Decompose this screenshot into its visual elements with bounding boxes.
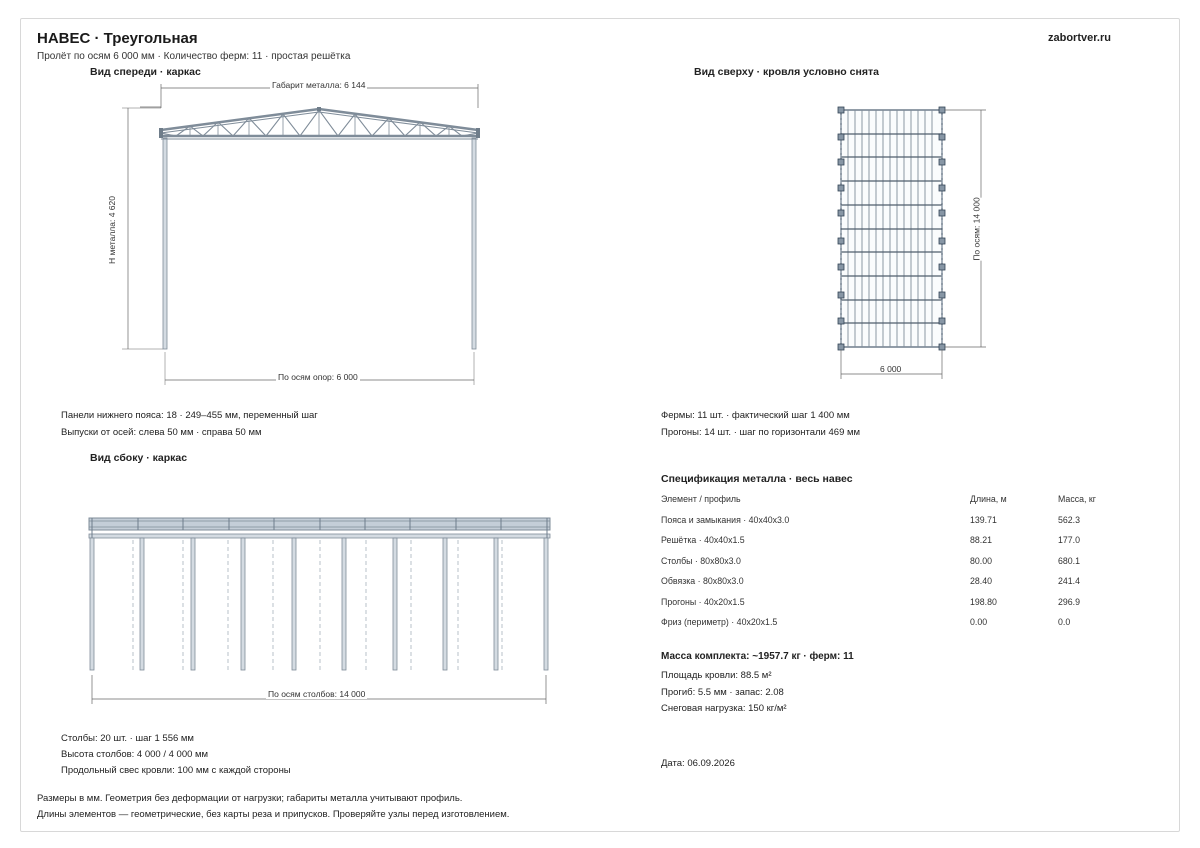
spec-cell: 139.71	[970, 514, 997, 525]
front-view-drawing	[122, 84, 480, 385]
table-row	[659, 510, 1120, 531]
table-row	[659, 592, 1120, 613]
front-note-2: Выпуски от осей: слева 50 мм · справа 50 мм	[61, 427, 262, 438]
page-title: НАВЕС · Треугольная	[37, 30, 198, 47]
spec-cell: 562.3	[1058, 514, 1081, 525]
spec-cell: Прогоны · 40х20х1.5	[661, 596, 745, 607]
spec-header-row	[659, 489, 1120, 510]
table-row	[659, 571, 1120, 592]
front-note-1: Панели нижнего пояса: 18 · 249–455 мм, переменный шаг	[61, 410, 318, 421]
spec-cell: 88.21	[970, 535, 993, 546]
deflection: Прогиб: 5.5 мм · запас: 2.08	[661, 687, 784, 698]
side-axes-dim: По осям столбов: 14 000	[268, 689, 366, 699]
side-view-heading: Вид сбоку · каркас	[90, 452, 188, 464]
spec-cell: 680.1	[1058, 555, 1081, 566]
footer-line-2: Длины элементов — геометрические, без карты реза и припусков. Проверяйте узлы перед изготовлением.	[37, 809, 510, 820]
spec-cell: Фриз (периметр) · 40х20х1.5	[661, 617, 778, 628]
side-note-3: Продольный свес кровли: 100 мм с каждой стороны	[61, 765, 291, 776]
front-view-heading: Вид спереди · каркас	[90, 66, 201, 78]
spec-cell: 241.4	[1058, 576, 1081, 587]
spec-cell: Пояса и замыкания · 40х40х3.0	[661, 514, 790, 525]
front-axes-dim: По осям опор: 6 000	[278, 372, 358, 382]
table-row	[659, 530, 1120, 551]
spec-cell: Столбы · 80х80х3.0	[661, 555, 741, 566]
spec-cell: Обвязка · 80х80х3.0	[661, 576, 744, 587]
spec-cell: 28.40	[970, 576, 993, 587]
table-row	[659, 612, 1120, 633]
front-width-dim: Габарит металла: 6 144	[272, 80, 366, 90]
snow-load: Снеговая нагрузка: 150 кг/м²	[661, 703, 787, 714]
spec-cell: 0.00	[970, 617, 988, 628]
top-view-heading: Вид сверху · кровля условно снята	[694, 66, 879, 78]
front-height-dim: H металла: 4 620	[106, 196, 117, 264]
side-view-drawing	[89, 518, 550, 704]
spec-header-element: Элемент / профиль	[661, 494, 741, 505]
top-width-dim: 6 000	[880, 364, 902, 374]
spec-header-length: Длина, м	[970, 494, 1007, 505]
top-note-2: Прогоны: 14 шт. · шаг по горизонтали 469 мм	[661, 427, 861, 438]
side-note-1: Столбы: 20 шт. · шаг 1 556 мм	[61, 733, 194, 744]
side-note-2: Высота столбов: 4 000 / 4 000 мм	[61, 749, 209, 760]
spec-table	[659, 489, 1120, 633]
spec-cell: Решётка · 40х40х1.5	[661, 535, 745, 546]
table-row	[659, 551, 1120, 572]
roof-area: Площадь кровли: 88.5 м²	[661, 670, 772, 681]
spec-header-mass: Масса, кг	[1058, 494, 1096, 505]
spec-cell: 198.80	[970, 596, 997, 607]
spec-cell: 296.9	[1058, 596, 1081, 607]
page-subtitle: Пролёт по осям 6 000 мм · Количество ферм: 11 · простая решётка	[37, 51, 351, 62]
date: Дата: 06.09.2026	[661, 758, 735, 769]
spec-title: Спецификация металла · весь навес	[661, 473, 853, 485]
site-link[interactable]: zabortver.ru	[1048, 32, 1111, 44]
spec-cell: 0.0	[1058, 617, 1071, 628]
spec-cell: 177.0	[1058, 535, 1081, 546]
top-view-drawing	[838, 107, 986, 379]
kit-mass: Масса комплекта: ~1957.7 кг · ферм: 11	[661, 651, 854, 662]
top-length-dim: По осям: 14 000	[971, 197, 982, 261]
spec-cell: 80.00	[970, 555, 993, 566]
top-note-1: Фермы: 11 шт. · фактический шаг 1 400 мм	[661, 410, 850, 421]
footer-line-1: Размеры в мм. Геометрия без деформации от нагрузки; габариты металла учитывают профиль.	[37, 793, 463, 804]
